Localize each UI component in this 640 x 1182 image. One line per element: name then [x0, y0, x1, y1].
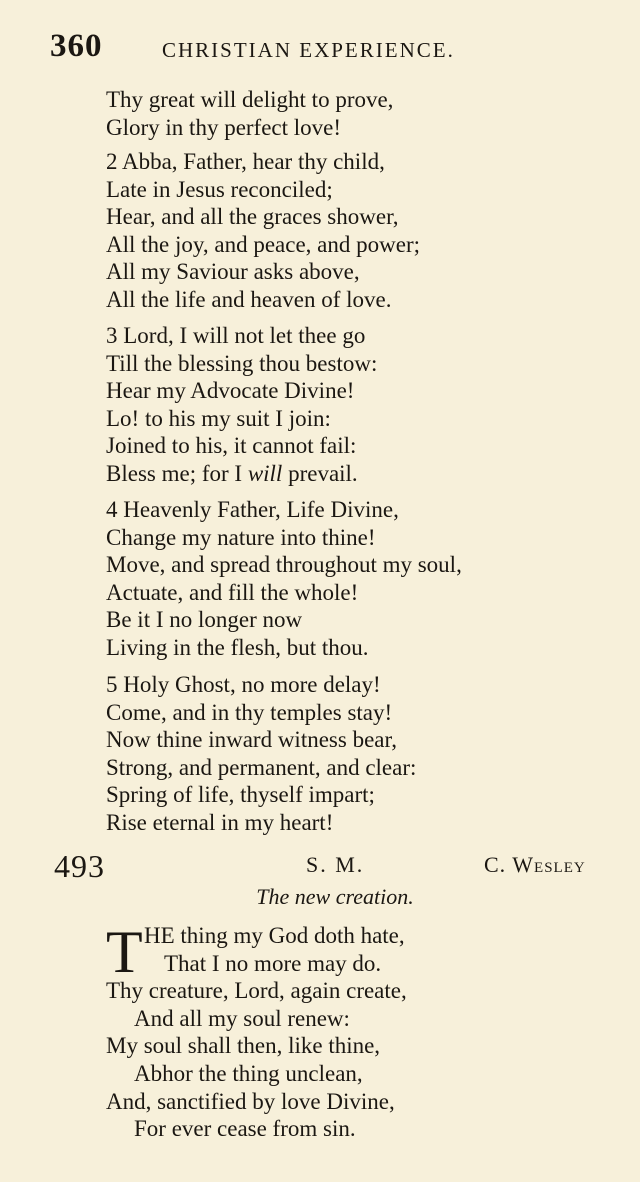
page-header — [50, 28, 620, 68]
stanza-1-tail — [106, 86, 393, 141]
verse-line: That I no more may do. — [164, 950, 382, 976]
verse-line: Rise eternal in my heart! — [106, 809, 334, 835]
verse-line: All the joy, and peace, and power; — [106, 231, 421, 257]
verse-line: Move, and spread throughout my soul, — [106, 552, 462, 578]
italic-emphasis: will — [247, 460, 283, 486]
hymn-author: C. Wesley — [484, 852, 586, 877]
verse-line: Lo! to his my suit I join: — [106, 405, 331, 431]
verse-line: Now thine inward witness bear, — [106, 727, 397, 753]
verse-line: For ever cease from sin. — [134, 1116, 356, 1142]
stanza-5 — [106, 671, 416, 837]
hymn-subtitle: The new creation. — [256, 884, 414, 909]
stanza-2 — [106, 148, 420, 314]
verse-line: Hear, and all the graces shower, — [106, 204, 399, 230]
page-number: 360 — [50, 28, 103, 64]
verse-line: 2 Abba, Father, hear thy child, — [106, 149, 385, 174]
hymn-number: 493 — [54, 848, 105, 884]
verse-line: Spring of life, thyself impart; — [106, 782, 375, 808]
hymn-meter: S. M. — [306, 852, 365, 877]
verse-line: My soul shall then, like thine, — [106, 1033, 381, 1059]
verse-line: Hear my Advocate Divine! — [106, 378, 355, 404]
stanza-3 — [106, 322, 377, 488]
verse-text: prevail. — [282, 460, 358, 486]
verse-line: Actuate, and fill the whole! — [106, 579, 359, 605]
verse-line: HE thing my God doth hate, — [144, 923, 405, 948]
verse-line: Till the blessing thou bestow: — [106, 350, 378, 376]
verse-line: 3 Lord, I will not let thee go — [106, 323, 366, 348]
hymn-493-verse — [106, 919, 407, 1143]
verse-line: And, sanctified by love Divine, — [106, 1088, 395, 1114]
stanza-4 — [106, 496, 462, 662]
verse-line: 4 Heavenly Father, Life Divine, — [106, 497, 399, 522]
drop-cap: T — [106, 919, 143, 985]
verse-line: Be it I no longer now — [106, 607, 303, 633]
verse-line: Living in the flesh, but thou. — [106, 634, 369, 660]
verse-line: Abhor the thing unclean, — [134, 1060, 363, 1086]
verse-line: Change my nature into thine! — [106, 524, 376, 550]
verse-line: Thy great will delight to prove, — [106, 87, 394, 112]
verse-line: Strong, and permanent, and clear: — [106, 754, 417, 780]
verse-text: Bless me; for I — [106, 460, 248, 486]
verse-line: Thy creature, Lord, again create, — [106, 978, 407, 1004]
verse-line: All the life and heaven of love. — [106, 286, 392, 312]
verse-line: Come, and in thy temples stay! — [106, 699, 393, 725]
verse-line: All my Saviour asks above, — [106, 259, 360, 285]
verse-line: Glory in thy perfect love! — [106, 114, 342, 140]
verse-line — [106, 460, 377, 488]
verse-line: Late in Jesus reconciled; — [106, 176, 333, 202]
verse-line: 5 Holy Ghost, no more delay! — [106, 672, 381, 697]
verse-line: And all my soul renew: — [134, 1005, 350, 1031]
hymn-header — [54, 848, 614, 884]
verse-line: Joined to his, it cannot fail: — [106, 433, 357, 459]
running-head: CHRISTIAN EXPERIENCE. — [162, 38, 455, 62]
